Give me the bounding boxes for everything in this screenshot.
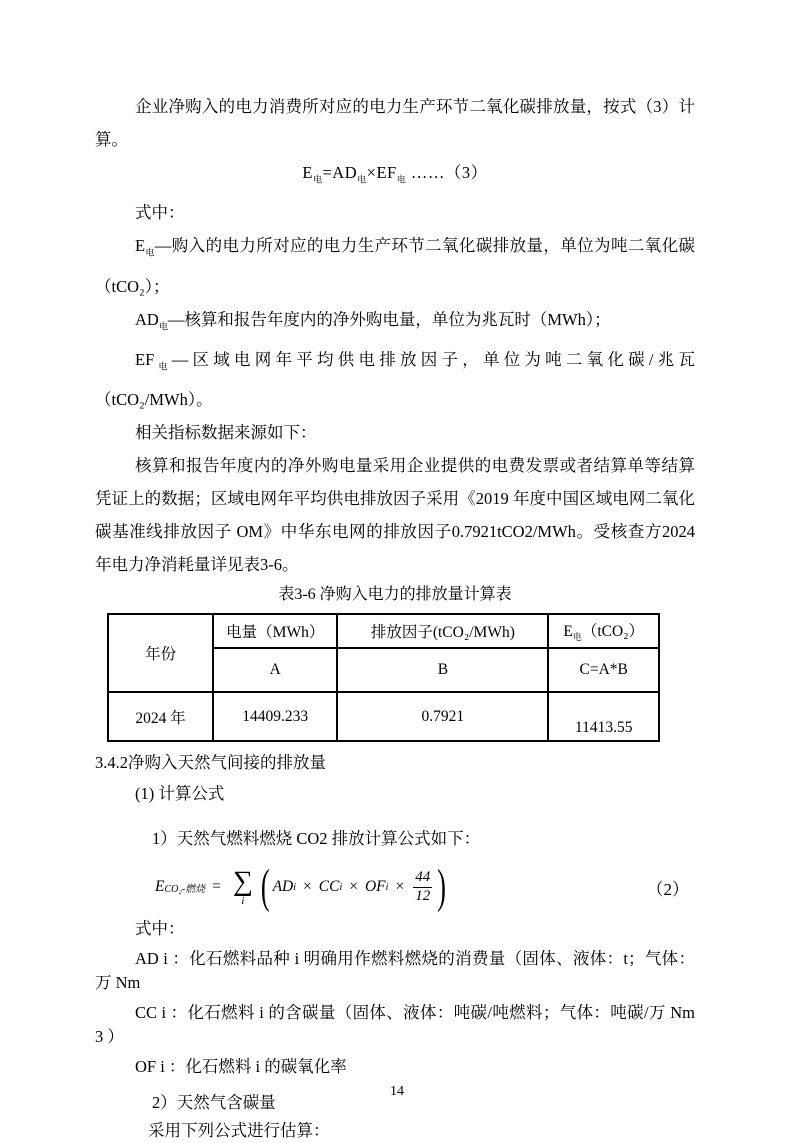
table-header-a: A [213, 648, 337, 692]
formula-3 [95, 156, 695, 196]
table-header-c: C=A*B [548, 648, 659, 692]
data-source-paragraph: 核算和报告年度内的净外购电量采用企业提供的电费发票或者结算单等结算凭证上的数据；区域电网年平均供电排放因子采用《2019 年度中国区域电网二氧化碳基准线排放因子 OM》中华东电网的排放因子0.7921tCO2/MWh。受核查方2024年电力净消耗量详见表3-6。 [95, 456, 695, 575]
table-header-e-subscript: 电 [572, 632, 582, 643]
list-item-calculation-formula: (1) 计算公式 [135, 784, 225, 804]
formula-2-lhs: E [155, 878, 165, 896]
term-ad-subscript: i [293, 881, 297, 893]
table-header-b: B [337, 648, 548, 692]
table-header-year: 年份 [108, 614, 213, 692]
formula-3-subscript: 电 [312, 174, 323, 185]
definition-of-i: OF i ：化石燃料 i 的碳氧化率 [135, 1057, 347, 1077]
table-cell-electricity: 14409.233 [213, 692, 337, 741]
table-3-6-title: 表3-6 净购入电力的排放量计算表 [278, 586, 512, 604]
symbol-ef: EF [135, 349, 155, 369]
table-row [108, 692, 659, 741]
symbol-ef-subscript: 电 [154, 361, 172, 372]
formula-3-part: ×EF [366, 163, 397, 182]
definition-ef-elec [95, 343, 695, 416]
left-paren: ( [260, 859, 270, 914]
definition-e-text: —购入的电力所对应的电力生产环节二氧化碳排放量，单位为吨二氧化碳（tCO₂）； [95, 236, 695, 296]
definition-ad-elec [95, 303, 695, 343]
formula-2-lhs-subscript: CO₂-燃烧 [164, 883, 206, 895]
table-header-electricity: 电量（MWh） [213, 614, 337, 648]
term-cc-subscript: i [339, 881, 343, 893]
subitem-2-gas-carbon-content: 2）天然气含碳量 [152, 1093, 276, 1113]
section-3-4-2-heading: 3.4.2净购入天然气间接的排放量 [95, 753, 326, 773]
table-header-e-pre: E [563, 623, 573, 641]
term-of: OF [364, 878, 386, 896]
symbol-ad-subscript: 电 [158, 320, 168, 331]
page-number: 14 [390, 1084, 404, 1099]
table-cell-year: 2024 年 [108, 692, 213, 741]
term-cc: CC [318, 878, 340, 896]
symbol-e-subscript: 电 [145, 247, 155, 258]
fraction-numerator: 44 [413, 869, 432, 887]
term-of-subscript: i [385, 881, 389, 893]
formula-2-tag: （2） [646, 879, 689, 899]
formula-3-part: =AD [322, 163, 358, 182]
subitem-1-gas-combustion: 1）天然气燃料燃烧 CO2 排放计算公式如下： [152, 829, 481, 849]
formula-2 [155, 859, 695, 915]
table-cell-emissions: 11413.55 [548, 692, 659, 741]
formula-3-tag: ……（3） [406, 163, 488, 182]
fraction-denominator: 12 [415, 887, 431, 904]
times-sign: × [303, 878, 312, 896]
definition-ad-i: AD i ：化石燃料品种 i 明确用作燃料燃烧的消费量（固体、液体：t；气体：万 Nm [95, 949, 695, 993]
fraction-44-12 [413, 869, 432, 905]
symbol-definitions [95, 229, 695, 416]
formula-3-part: E [302, 163, 313, 182]
table-3-6 [107, 613, 660, 742]
formula-3-subscript: 电 [357, 174, 367, 185]
times-sign: × [349, 878, 358, 896]
document-content [95, 0, 695, 1143]
where-label-1: 式中： [135, 203, 185, 223]
equals-sign: = [212, 878, 221, 896]
right-paren: ) [437, 859, 446, 914]
times-sign: × [395, 878, 405, 896]
sigma-index: i [241, 894, 245, 907]
definition-ad-text: —核算和报告年度内的净外购电量，单位为兆瓦时（MWh）； [167, 309, 611, 329]
definition-e-elec [95, 229, 695, 302]
definition-ef-text: —区域电网年平均供电排放因子，单位为吨二氧化碳/兆瓦（tCO₂/MWh）。 [95, 349, 695, 410]
where-label-2: 式中： [135, 919, 185, 939]
data-source-intro: 相关指标数据来源如下： [135, 423, 317, 443]
formula-3-subscript: 电 [396, 174, 407, 185]
term-ad: AD [272, 878, 294, 896]
table-header-row-1 [108, 614, 659, 648]
table-header-emission-factor: 排放因子(tCO₂/MWh) [337, 614, 548, 648]
sigma-symbol [232, 865, 253, 907]
table-header-e-suffix: （tCO₂） [581, 623, 645, 641]
table-header-e-elec [548, 614, 659, 648]
definition-cc-i: CC i ：化石燃料 i 的含碳量（固体、液体：吨碳/吨燃料；气体：吨碳/万 Nm 3 ） [95, 1003, 695, 1047]
table-cell-factor: 0.7921 [337, 692, 548, 741]
estimate-intro: 采用下列公式进行估算： [148, 1121, 330, 1141]
sigma-glyph: ∑ [232, 865, 253, 897]
symbol-ad: AD [135, 309, 159, 329]
intro-paragraph: 企业净购入的电力消费所对应的电力生产环节二氧化碳排放量，按式（3）计算。 [95, 97, 695, 149]
symbol-e: E [135, 236, 146, 256]
